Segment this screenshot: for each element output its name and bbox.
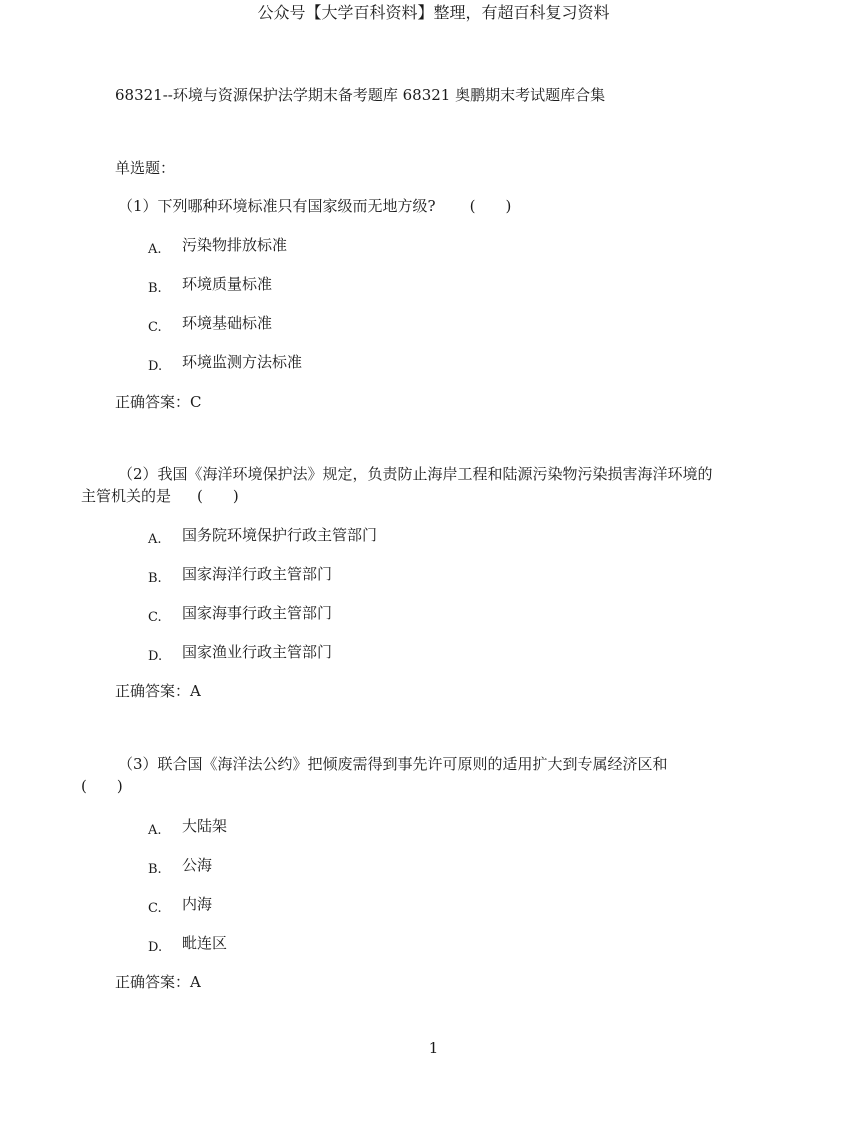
option-letter: D. <box>148 359 163 374</box>
option-text: 国家海事行政主管部门 <box>182 604 333 622</box>
option-b <box>148 855 212 880</box>
option-b <box>148 564 332 589</box>
question-3-line-2 <box>81 776 123 796</box>
option-text: 环境质量标准 <box>182 275 273 293</box>
option-letter: C. <box>148 901 162 916</box>
option-letter: C. <box>148 610 162 625</box>
option-letter: B. <box>148 571 162 586</box>
question-number: （2） <box>118 465 158 483</box>
question-text-continued: 主管机关的是 <box>81 487 172 505</box>
option-c <box>148 603 332 628</box>
question-text: 联合国《海洋法公约》把倾废需得到事先许可原则的适用扩大到专属经济区和 <box>157 755 668 773</box>
question-1 <box>118 196 511 216</box>
option-c <box>148 313 272 338</box>
answer-blank: ( ) <box>197 487 239 505</box>
option-d <box>148 933 227 958</box>
option-text: 污染物排放标准 <box>182 236 288 254</box>
page-header: 公众号【大学百科资料】整理，有超百科复习资料 <box>257 3 610 22</box>
option-a <box>148 235 287 260</box>
question-number: （1） <box>118 197 158 215</box>
question-2-line-2 <box>81 486 239 506</box>
question-2-line-1 <box>118 464 713 484</box>
question-number: （3） <box>118 755 158 773</box>
page-number: 1 <box>428 1039 439 1057</box>
correct-answer: 正确答案：A <box>115 682 201 700</box>
option-text: 国务院环境保护行政主管部门 <box>182 526 378 544</box>
option-text: 毗连区 <box>182 934 228 952</box>
question-text: 下列哪种环境标准只有国家级而无地方级? <box>157 197 436 215</box>
option-d <box>148 642 332 667</box>
option-letter: A. <box>148 532 162 547</box>
option-text: 环境基础标准 <box>182 314 273 332</box>
question-3-line-1 <box>118 754 668 774</box>
question-text: 我国《海洋环境保护法》规定，负责防止海岸工程和陆源污染物污染损害海洋环境的 <box>157 465 713 483</box>
option-letter: A. <box>148 242 162 257</box>
option-text: 公海 <box>182 856 213 874</box>
answer-blank: ( ) <box>469 197 512 215</box>
correct-answer: 正确答案：A <box>115 973 201 991</box>
option-a <box>148 816 227 841</box>
option-a <box>148 525 377 550</box>
answer-blank: ( ) <box>81 777 123 795</box>
option-letter: D. <box>148 649 163 664</box>
option-text: 国家渔业行政主管部门 <box>182 643 333 661</box>
option-text: 内海 <box>182 895 213 913</box>
option-letter: D. <box>148 940 163 955</box>
option-text: 国家海洋行政主管部门 <box>182 565 333 583</box>
option-letter: B. <box>148 862 162 877</box>
option-b <box>148 274 272 299</box>
option-letter: A. <box>148 823 162 838</box>
option-text: 大陆架 <box>182 817 228 835</box>
section-label: 单选题： <box>115 159 176 177</box>
correct-answer: 正确答案：C <box>115 393 202 411</box>
option-letter: B. <box>148 281 162 296</box>
option-letter: C. <box>148 320 162 335</box>
option-c <box>148 894 212 919</box>
document-title: 68321--环境与资源保护法学期末备考题库 68321 奥鹏期末考试题库合集 <box>115 86 606 104</box>
option-text: 环境监测方法标准 <box>182 353 303 371</box>
option-d <box>148 352 302 377</box>
